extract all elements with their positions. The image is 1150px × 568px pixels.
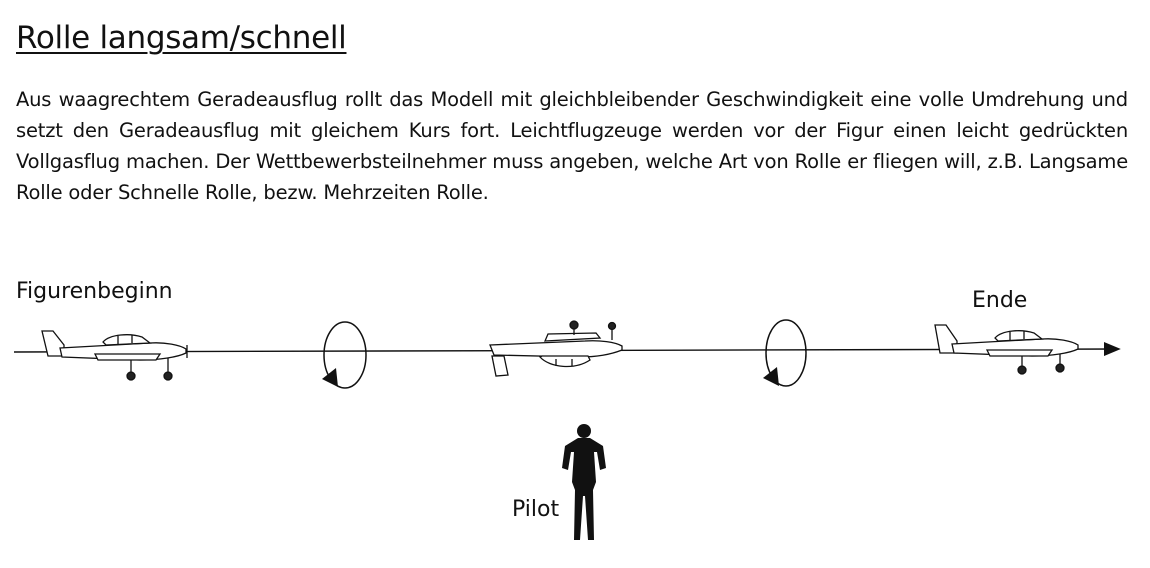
airplane-start-icon <box>42 331 187 380</box>
airplane-end-icon <box>935 325 1078 374</box>
airplane-inverted-icon <box>490 321 622 376</box>
roll-rotation-icon-2 <box>763 320 806 386</box>
pilot-label: Pilot <box>512 497 560 522</box>
page-title: Rolle langsam/schnell <box>16 20 347 56</box>
start-label: Figurenbeginn <box>16 279 173 304</box>
end-label: Ende <box>972 288 1028 313</box>
roll-rotation-icon-1 <box>322 322 366 388</box>
figure-description: Aus waagrechtem Geradeausflug rollt das Modell mit gleichbleibender Geschwindigkeit eine volle Umdrehung und setzt den Geradeausflug mit gleichem Kurs fort. Leichtflugzeuge werden vor der Figur einen leicht gedrückten Vollgasflug machen. Der Wettbewerbsteilnehmer muss angeben, welche Art von Rolle er fliegen will, z.B. Langsame Rolle oder Schnelle Rolle, bezw. Mehrzeiten Rolle. <box>16 88 1128 204</box>
pilot-figure-icon <box>562 424 606 540</box>
